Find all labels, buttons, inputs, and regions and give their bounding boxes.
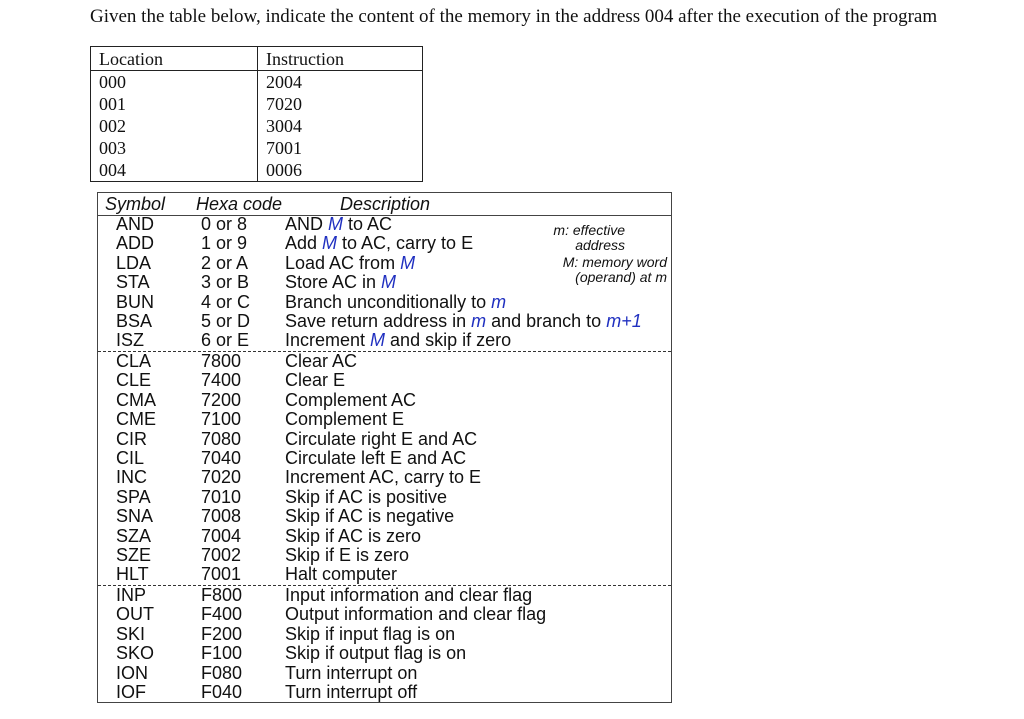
symbol-cell: SNA bbox=[116, 506, 154, 527]
hex-code-cell: 7100 bbox=[201, 409, 242, 430]
symbol-cell: OUT bbox=[116, 604, 154, 625]
operand-highlight: M bbox=[322, 233, 338, 254]
description-cell: Halt computer bbox=[285, 564, 398, 585]
description-cell: Skip if input flag is on bbox=[285, 623, 456, 644]
location-cell: 004 bbox=[91, 159, 258, 182]
instruction-row bbox=[98, 605, 671, 624]
instruction-row bbox=[98, 644, 671, 663]
operand-highlight: m bbox=[471, 311, 487, 331]
operand-highlight: M bbox=[328, 214, 344, 234]
table-row bbox=[91, 71, 423, 94]
instruction-row bbox=[98, 312, 671, 331]
description-cell: AND M to AC bbox=[285, 214, 393, 234]
description-cell: Increment AC, carry to E bbox=[285, 467, 482, 488]
operand-highlight: M bbox=[400, 252, 416, 273]
location-cell: 002 bbox=[91, 115, 258, 137]
symbol-cell: SPA bbox=[116, 486, 151, 507]
operand-highlight: M bbox=[381, 272, 397, 293]
location-header: Location bbox=[91, 47, 258, 71]
instruction-row bbox=[98, 391, 671, 410]
symbol-cell: CMA bbox=[116, 389, 156, 410]
note-line: address bbox=[575, 237, 625, 253]
description-cell: Increment M and skip if zero bbox=[285, 330, 512, 351]
instruction-row bbox=[98, 352, 671, 371]
description-cell: Circulate left E and AC bbox=[285, 448, 467, 468]
description-cell: Complement E bbox=[285, 409, 405, 430]
symbol-cell: SKI bbox=[116, 623, 146, 644]
instruction-row bbox=[98, 215, 671, 234]
description-cell: Save return address in m and branch to m+1 bbox=[285, 311, 642, 331]
symbol-cell: ION bbox=[116, 662, 149, 683]
hex-code-cell: 1 or 9 bbox=[201, 233, 248, 254]
instruction-cell: 0006 bbox=[258, 159, 423, 182]
description-cell: Input information and clear flag bbox=[285, 585, 533, 605]
description-cell: Skip if output flag is on bbox=[285, 643, 467, 664]
memory-table bbox=[90, 46, 423, 182]
description-header: Description bbox=[340, 194, 431, 214]
note-line: (operand) at m bbox=[575, 269, 667, 285]
hex-code-header: Hexa code bbox=[196, 194, 283, 214]
description-cell: Branch unconditionally to m bbox=[285, 291, 507, 312]
description-cell: Add M to AC, carry to E bbox=[285, 233, 474, 254]
instruction-row bbox=[98, 527, 671, 546]
hex-code-cell: 6 or E bbox=[201, 330, 250, 351]
description-cell: Clear E bbox=[285, 370, 346, 391]
symbol-cell: SKO bbox=[116, 643, 155, 664]
instruction-row bbox=[98, 586, 671, 605]
table-row bbox=[91, 115, 423, 137]
instruction-row bbox=[98, 565, 671, 584]
instruction-row bbox=[98, 507, 671, 526]
hex-code-cell: 7080 bbox=[201, 428, 242, 449]
symbol-cell: CIR bbox=[116, 428, 147, 449]
hex-code-cell: 7800 bbox=[201, 351, 242, 371]
hex-code-cell: F200 bbox=[201, 623, 243, 644]
hex-code-cell: F400 bbox=[201, 604, 243, 625]
symbol-cell: INP bbox=[116, 585, 147, 605]
instruction-row bbox=[98, 625, 671, 644]
hex-code-cell: 7001 bbox=[201, 564, 242, 585]
table-row bbox=[91, 93, 423, 115]
description-cell: Turn interrupt on bbox=[285, 662, 418, 683]
description-cell: Skip if E is zero bbox=[285, 545, 410, 565]
symbol-cell: CME bbox=[116, 409, 156, 430]
description-cell: Skip if AC is zero bbox=[285, 525, 422, 546]
symbol-cell: ISZ bbox=[116, 330, 145, 351]
hex-code-cell: F800 bbox=[201, 585, 243, 605]
hex-code-cell: 5 or D bbox=[201, 311, 251, 331]
hex-code-cell: 7040 bbox=[201, 448, 242, 468]
table-row bbox=[91, 159, 423, 182]
instruction-row bbox=[98, 683, 671, 702]
location-cell: 003 bbox=[91, 137, 258, 159]
instruction-row bbox=[98, 468, 671, 487]
instruction-row bbox=[98, 488, 671, 507]
hex-code-cell: 4 or C bbox=[201, 291, 251, 312]
instruction-row bbox=[98, 234, 671, 253]
instruction-set-header bbox=[98, 194, 671, 216]
symbol-cell: ADD bbox=[116, 233, 155, 254]
description-cell: Load AC from M bbox=[285, 252, 416, 273]
symbol-cell: CLE bbox=[116, 370, 152, 391]
instruction-row bbox=[98, 254, 671, 273]
instruction-row bbox=[98, 331, 671, 350]
symbol-cell: BUN bbox=[116, 291, 155, 312]
location-cell: 001 bbox=[91, 93, 258, 115]
location-cell: 000 bbox=[91, 71, 258, 94]
hex-code-cell: 7200 bbox=[201, 389, 242, 410]
hex-code-cell: 3 or B bbox=[201, 272, 250, 293]
hex-code-cell: 7400 bbox=[201, 370, 242, 391]
instruction-row bbox=[98, 664, 671, 683]
memory-table-header bbox=[91, 47, 423, 71]
symbol-cell: SZA bbox=[116, 525, 152, 546]
symbol-cell: STA bbox=[116, 272, 150, 293]
symbol-header: Symbol bbox=[105, 194, 166, 214]
symbol-cell: IOF bbox=[116, 682, 146, 702]
hex-code-cell: F100 bbox=[201, 643, 243, 664]
symbol-cell: CLA bbox=[116, 351, 152, 371]
hex-code-cell: F080 bbox=[201, 662, 243, 683]
symbol-cell: SZE bbox=[116, 545, 152, 565]
hex-code-cell: 7004 bbox=[201, 525, 242, 546]
question-text: Given the table below, indicate the content of the memory in the address 004 after the execution of the program bbox=[90, 6, 938, 27]
instruction-set-table bbox=[97, 192, 672, 703]
description-cell: Turn interrupt off bbox=[285, 682, 418, 702]
symbol-cell: AND bbox=[116, 214, 155, 234]
symbol-cell: BSA bbox=[116, 311, 153, 331]
description-cell: Store AC in M bbox=[285, 272, 397, 293]
table-row bbox=[91, 137, 423, 159]
hex-code-cell: 7008 bbox=[201, 506, 242, 527]
operand-highlight: M bbox=[370, 330, 386, 351]
symbol-cell: CIL bbox=[116, 448, 145, 468]
hex-code-cell: 7010 bbox=[201, 486, 242, 507]
instruction-row bbox=[98, 546, 671, 565]
instruction-row bbox=[98, 293, 671, 312]
instruction-row bbox=[98, 410, 671, 429]
instruction-cell: 3004 bbox=[258, 115, 423, 137]
hex-code-cell: F040 bbox=[201, 682, 243, 702]
note-line: M: memory word bbox=[562, 254, 667, 270]
description-cell: Output information and clear flag bbox=[285, 604, 547, 625]
instruction-row bbox=[98, 371, 671, 390]
hex-code-cell: 7002 bbox=[201, 545, 242, 565]
instruction-cell: 2004 bbox=[258, 71, 423, 94]
symbol-cell: INC bbox=[116, 467, 147, 488]
symbol-cell: HLT bbox=[116, 564, 149, 585]
description-cell: Circulate right E and AC bbox=[285, 428, 478, 449]
description-cell: Skip if AC is positive bbox=[285, 486, 448, 507]
instruction-header: Instruction bbox=[258, 47, 423, 71]
instruction-row bbox=[98, 430, 671, 449]
instruction-cell: 7020 bbox=[258, 93, 423, 115]
symbol-cell: LDA bbox=[116, 252, 152, 273]
instruction-row bbox=[98, 449, 671, 468]
instruction-cell: 7001 bbox=[258, 137, 423, 159]
hex-code-cell: 2 or A bbox=[201, 252, 249, 273]
hex-code-cell: 0 or 8 bbox=[201, 214, 248, 234]
description-cell: Skip if AC is negative bbox=[285, 506, 455, 527]
operand-highlight: m bbox=[491, 291, 507, 312]
operand-highlight: m+1 bbox=[606, 311, 642, 331]
note-line: m: effective bbox=[553, 222, 625, 238]
description-cell: Complement AC bbox=[285, 389, 417, 410]
hex-code-cell: 7020 bbox=[201, 467, 242, 488]
instruction-row bbox=[98, 273, 671, 292]
description-cell: Clear AC bbox=[285, 351, 358, 371]
